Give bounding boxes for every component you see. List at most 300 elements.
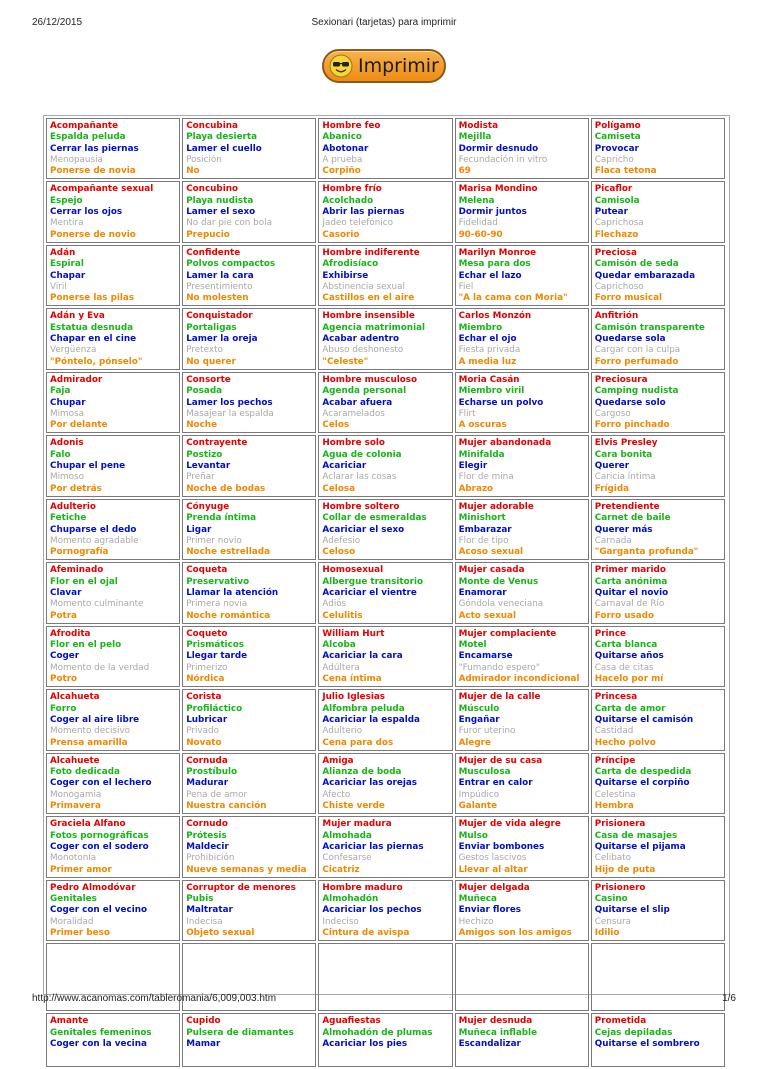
card-row (46, 372, 725, 433)
card-word-2: Camisón transparente (594, 322, 705, 333)
card-word-3: Quedarse solo (594, 397, 666, 408)
card-word-4: Hechizo (458, 916, 494, 927)
card-word-4: Prohibición (186, 853, 235, 864)
card-word-3: Acariciar (322, 461, 367, 472)
card-word-4: Mentira (50, 218, 84, 229)
card-word-3: Chupar el pene (50, 461, 126, 472)
print-footer (32, 993, 736, 1007)
card-word-1: Amante (50, 1016, 89, 1027)
card-word-4: A prueba (322, 154, 363, 165)
card-word-1: Concubino (186, 184, 239, 195)
card-word-2: Motel (458, 640, 487, 651)
word-card (182, 1013, 316, 1067)
word-card (318, 499, 452, 560)
word-card (46, 753, 180, 814)
card-word-4: Flor de mina (458, 472, 514, 483)
card-word-4: Celibato (594, 853, 631, 864)
card-word-3: Acariciar la espalda (322, 714, 420, 725)
word-card (591, 372, 725, 433)
card-word-2: Mesa para dos (458, 259, 531, 270)
card-word-1: Amiga (322, 755, 354, 766)
card-word-2: Postizo (186, 449, 223, 460)
card-word-1: Mujer complaciente (458, 628, 557, 639)
word-card (46, 816, 180, 877)
card-word-1: Aguafiestas (322, 1016, 381, 1027)
card-row (46, 308, 725, 369)
word-card (182, 689, 316, 750)
card-word-5: Acto sexual (458, 610, 516, 621)
card-word-2: Pubis (186, 894, 214, 905)
card-word-4: Menopausia (50, 154, 103, 165)
word-card (182, 435, 316, 496)
card-word-4: Adefesio (322, 535, 361, 546)
card-word-5: Primer beso (50, 928, 110, 938)
card-word-3: Acariciar las piernas (322, 841, 424, 852)
card-word-2: Carnet de baile (594, 513, 671, 524)
card-word-1: Alcahuete (50, 755, 100, 766)
word-card (318, 880, 452, 941)
word-card (455, 689, 589, 750)
card-word-3: Cerrar las piernas (50, 143, 139, 154)
card-grid (44, 116, 727, 1069)
card-word-5: A media luz (458, 356, 517, 367)
card-word-3: Maldecir (186, 841, 229, 852)
card-word-2: Monte de Venus (458, 576, 539, 587)
card-word-5: Noche de bodas (186, 483, 266, 494)
card-word-2: Muñeca (458, 894, 497, 905)
card-word-2: Fotos pornográficas (50, 830, 149, 841)
print-header (32, 17, 736, 31)
card-word-5: Celoso (322, 547, 356, 558)
card-word-5: Idilio (594, 928, 620, 938)
card-word-3: Coger con el sodero (50, 841, 149, 852)
card-word-3: Exhibirse (322, 270, 369, 281)
card-word-4: Caricia íntima (594, 472, 656, 483)
card-word-5: No molesten (186, 293, 249, 304)
card-word-4: Momento de la verdad (50, 662, 150, 673)
word-card (46, 689, 180, 750)
word-card (455, 816, 589, 877)
card-word-5: Ponerse de novia (50, 166, 136, 177)
card-word-3: Abotonar (322, 143, 369, 154)
card-word-1: Primer marido (594, 565, 666, 576)
card-word-2: Agua de colonia (322, 449, 402, 460)
card-word-1: Consorte (186, 374, 231, 385)
card-word-1: Hombre maduro (322, 882, 403, 893)
card-word-1: Adán (50, 247, 76, 258)
card-word-4: Presentimiento (186, 281, 253, 292)
card-word-3: Acariciar los pies (322, 1038, 408, 1049)
card-word-4: Mimosa (50, 408, 84, 419)
card-word-3: Enviar bombones (458, 841, 545, 852)
card-word-2: Carta de despedida (594, 767, 692, 778)
card-word-1: Cónyuge (186, 501, 230, 512)
word-card (591, 245, 725, 306)
document-title: Sexionari (tarjetas) para imprimir (311, 17, 457, 28)
card-word-3: Quitarse el sombrero (594, 1038, 700, 1049)
card-row (46, 880, 725, 941)
card-word-3: Chupar (50, 397, 86, 408)
card-word-2: Profiláctico (186, 703, 243, 714)
card-word-2: Almohadón (322, 894, 379, 905)
word-card (46, 626, 180, 687)
card-word-1: Acompañante (50, 121, 119, 131)
card-word-3: Acariciar los pechos (322, 905, 422, 916)
card-word-2: Melena (458, 195, 495, 206)
card-word-4: Abuso deshonesto (322, 345, 404, 356)
card-word-1: Preciosa (594, 247, 637, 258)
word-card (318, 181, 452, 242)
word-card (455, 880, 589, 941)
card-word-1: Admirador (50, 374, 103, 385)
card-word-5: Ponerse las pilas (50, 293, 135, 304)
card-word-2: Casa de masajes (594, 830, 678, 841)
card-word-3: Quedarse sola (594, 334, 666, 345)
card-word-3: Madurar (186, 778, 229, 789)
word-card (46, 562, 180, 623)
card-word-4: Pretexto (186, 345, 223, 356)
card-word-2: Faja (50, 386, 71, 397)
word-card (455, 562, 589, 623)
smiley-sunglasses-icon (329, 54, 353, 78)
card-word-3: Echarse un polvo (458, 397, 544, 408)
word-card (46, 1013, 180, 1067)
card-word-1: Prisionera (594, 819, 646, 830)
card-word-1: Prisionero (594, 882, 646, 893)
card-word-1: Julio Iglesias (322, 692, 386, 703)
card-word-5: Flaca tetona (594, 166, 657, 177)
card-word-2: Miembro (458, 322, 503, 333)
card-word-3: Acariciar las orejas (322, 778, 418, 789)
card-word-3: Dormir juntos (458, 207, 527, 218)
card-word-2: Minifalda (458, 449, 505, 460)
card-word-1: Hombre soltero (322, 501, 400, 512)
card-row (46, 753, 725, 814)
card-word-5: "Garganta profunda" (594, 547, 699, 558)
card-word-1: Alcahueta (50, 692, 100, 703)
card-row (46, 816, 725, 877)
card-word-4: Viril (50, 281, 67, 292)
card-word-5: Novato (186, 737, 222, 748)
card-row (46, 435, 725, 496)
word-card (591, 880, 725, 941)
card-word-2: Polvos compactos (186, 259, 276, 270)
card-word-4: Confesarse (322, 853, 372, 864)
card-word-1: Corista (186, 692, 222, 703)
card-word-5: Prepucio (186, 229, 230, 240)
word-card (455, 435, 589, 496)
card-word-2: Flor en el pelo (50, 640, 122, 651)
card-word-5: Nuestra canción (186, 801, 267, 812)
card-word-2: Foto dedicada (50, 767, 120, 778)
card-word-2: Prostíbulo (186, 767, 238, 778)
card-word-4: Momento decisivo (50, 726, 131, 737)
card-word-4: Primera novia (186, 599, 248, 610)
card-word-5: Cintura de avispa (322, 928, 410, 938)
card-word-3: Coger con el vecino (50, 905, 148, 916)
card-word-5: "Póntelo, pónselo" (50, 356, 143, 367)
card-word-5: Casorio (322, 229, 360, 240)
word-card (455, 245, 589, 306)
card-word-2: Playa desierta (186, 132, 258, 143)
card-word-4: Momento agradable (50, 535, 139, 546)
card-word-3: Elegir (458, 461, 488, 472)
card-word-4: Carnada (594, 535, 632, 546)
card-word-5: Forro perfumado (594, 356, 679, 367)
card-word-4: Furor uterino (458, 726, 516, 737)
card-row (46, 689, 725, 750)
card-word-5: "A la cama con Moria" (458, 293, 568, 304)
card-word-3: Ligar (186, 524, 212, 535)
word-card (46, 880, 180, 941)
word-card (591, 689, 725, 750)
word-card (591, 435, 725, 496)
card-word-5: Hembra (594, 801, 634, 812)
card-word-4: Abstinencia sexual (322, 281, 405, 292)
card-word-3: Coger (50, 651, 80, 662)
card-word-2: Alianza de boda (322, 767, 402, 778)
card-word-4: Mimoso (50, 472, 84, 483)
card-word-4: Privado (186, 726, 219, 737)
card-word-3: Engañar (458, 714, 500, 725)
word-card (318, 435, 452, 496)
card-word-4: Masajear la espalda (186, 408, 274, 419)
card-word-3: Echar el ojo (458, 334, 517, 345)
card-word-2: Camiseta (594, 132, 641, 143)
card-word-3: Lamer la oreja (186, 334, 258, 345)
card-word-2: Mejilla (458, 132, 492, 143)
card-word-3: Lamer el sexo (186, 207, 256, 218)
card-row (46, 1013, 725, 1067)
word-card (455, 118, 589, 179)
card-word-4: Adiós (322, 599, 347, 610)
card-word-4: Posición (186, 154, 222, 165)
card-word-2: Preservativo (186, 576, 250, 587)
card-word-3: Acabar afuera (322, 397, 393, 408)
word-card (455, 372, 589, 433)
print-button[interactable] (322, 49, 446, 83)
print-button-label: Imprimir (358, 55, 439, 77)
card-word-4: Flor de tipo (458, 535, 509, 546)
card-word-2: Prótesis (186, 830, 227, 841)
card-word-4: Acaramelados (322, 408, 385, 419)
card-word-2: Cara bonita (594, 449, 653, 460)
card-word-3: Quitar el novio (594, 587, 669, 598)
card-word-1: William Hurt (322, 628, 385, 639)
card-word-1: Preciosura (594, 374, 648, 385)
word-card (318, 562, 452, 623)
word-card (182, 753, 316, 814)
card-word-4: Monogamia (50, 789, 102, 800)
card-word-4: Castidad (594, 726, 634, 737)
card-word-3: Quitarse el corpiño (594, 778, 690, 789)
card-word-3: Lamer los pechos (186, 397, 273, 408)
card-word-1: Marisa Mondino (458, 184, 538, 195)
card-word-5: Galante (458, 801, 498, 812)
card-word-5: Forro usado (594, 610, 655, 621)
card-word-1: Príncipe (594, 755, 636, 766)
card-word-4: Indecisa (186, 916, 223, 927)
card-word-4: Adúltera (322, 662, 360, 673)
word-card (455, 499, 589, 560)
card-word-3: Acariciar la cara (322, 651, 403, 662)
word-card (182, 118, 316, 179)
card-word-5: Por detrás (50, 483, 102, 494)
card-word-1: Corruptor de menores (186, 882, 296, 893)
card-word-5: Noche (186, 420, 218, 431)
page-number: 1/6 (722, 993, 736, 1004)
card-word-1: Mujer casada (458, 565, 525, 576)
card-word-4: Carnaval de Río (594, 599, 665, 610)
card-word-2: Genitales femeninos (50, 1027, 152, 1038)
print-date: 26/12/2015 (32, 17, 83, 28)
card-word-1: Moria Casán (458, 374, 520, 385)
word-card (182, 308, 316, 369)
card-word-1: Homosexual (322, 565, 384, 576)
card-row (46, 499, 725, 560)
card-word-5: Chiste verde (322, 801, 385, 812)
card-word-1: Carlos Monzón (458, 311, 532, 322)
card-word-4: Primer novio (186, 535, 242, 546)
word-card (591, 816, 725, 877)
card-word-5: Admirador incondicional (458, 674, 580, 685)
card-word-5: Flechazo (594, 229, 639, 240)
word-card (455, 626, 589, 687)
word-card (182, 181, 316, 242)
card-word-1: Mujer abandonada (458, 438, 552, 449)
card-word-1: Mujer adorable (458, 501, 534, 512)
card-word-3: Cerrar los ojos (50, 207, 123, 218)
card-word-5: Primavera (50, 801, 101, 812)
word-card (318, 689, 452, 750)
card-word-1: Coqueto (186, 628, 228, 639)
card-row (46, 118, 725, 179)
card-word-5: Llevar al altar (458, 864, 528, 875)
card-word-2: Genitales (50, 894, 97, 905)
card-word-5: Frígida (594, 483, 630, 494)
card-word-4: Impúdico (458, 789, 500, 800)
card-word-3: Quitarse el slip (594, 905, 670, 916)
card-word-5: Amigos son los amigos (458, 928, 572, 938)
card-word-4: Adulterio (322, 726, 363, 737)
card-word-2: Alfombra peluda (322, 703, 405, 714)
card-word-5: Potra (50, 610, 77, 621)
word-card (46, 435, 180, 496)
card-word-1: Hombre frío (322, 184, 382, 195)
card-word-2: Cejas depiladas (594, 1027, 673, 1038)
card-word-4: Caprichoso (594, 281, 644, 292)
card-word-3: Putear (594, 207, 628, 218)
card-word-1: Concubina (186, 121, 238, 131)
word-card (591, 118, 725, 179)
card-word-3: Querer (594, 461, 630, 472)
card-word-1: Acompañante sexual (50, 184, 154, 195)
card-word-3: Mamar (186, 1038, 221, 1049)
card-word-5: Nueve semanas y media (186, 864, 307, 875)
card-word-1: Coqueta (186, 565, 228, 576)
card-word-2: Posada (186, 386, 223, 397)
card-word-1: Pedro Almodóvar (50, 882, 136, 893)
card-word-5: Celulitis (322, 610, 363, 621)
card-word-1: Cornudo (186, 819, 228, 830)
card-word-2: Albergue transitorio (322, 576, 424, 587)
word-card (455, 181, 589, 242)
card-word-1: Confidente (186, 247, 241, 258)
card-word-1: Cupido (186, 1016, 221, 1027)
card-word-4: Casa de citas (594, 662, 654, 673)
card-word-4: Indeciso (322, 916, 359, 927)
card-word-1: Adán y Eva (50, 311, 105, 322)
card-word-5: Abrazo (458, 483, 494, 494)
card-word-1: Mujer de su casa (458, 755, 543, 766)
card-word-3: Acariciar el vientre (322, 587, 417, 598)
card-word-3: Quitarse el camisón (594, 714, 694, 725)
card-word-5: Celosa (322, 483, 356, 494)
card-word-1: Mujer madura (322, 819, 392, 830)
card-word-3: Abrir las piernas (322, 207, 405, 218)
word-card (318, 245, 452, 306)
card-word-1: Mujer de vida alegre (458, 819, 561, 830)
card-row (46, 245, 725, 306)
card-word-2: Playa nudista (186, 195, 254, 206)
word-card (182, 880, 316, 941)
card-word-2: Espalda peluda (50, 132, 126, 143)
card-word-3: Encamarse (458, 651, 513, 662)
card-row (46, 562, 725, 623)
card-word-3: Coger al aire libre (50, 714, 140, 725)
card-word-3: Dormir desnudo (458, 143, 539, 154)
card-word-4: Aclarar las cosas (322, 472, 397, 483)
card-word-5: Ponerse de novio (50, 229, 136, 240)
word-card (46, 118, 180, 179)
card-word-4: Flirt (458, 408, 476, 419)
card-word-2: Miembro viril (458, 386, 525, 397)
card-word-4: Góndola veneciana (458, 599, 544, 610)
card-word-1: Hombre feo (322, 121, 381, 131)
card-word-4: Momento culminante (50, 599, 144, 610)
word-card (318, 753, 452, 814)
card-word-4: Cargar con la culpa (594, 345, 681, 356)
word-card (182, 245, 316, 306)
card-word-5: Acoso sexual (458, 547, 524, 558)
card-row (46, 626, 725, 687)
card-word-2: Músculo (458, 703, 500, 714)
word-card (455, 1013, 589, 1067)
card-word-5: Hijo de puta (594, 864, 656, 875)
card-word-4: Cargoso (594, 408, 631, 419)
card-word-4: Preñar (186, 472, 215, 483)
card-word-5: Alegre (458, 737, 491, 748)
card-word-1: Princesa (594, 692, 638, 703)
page-url: http://www.acanomas.com/tableromania/6,009,003.htm (32, 993, 277, 1004)
card-word-4: Caprichosa (594, 218, 644, 229)
card-word-3: Acabar adentro (322, 334, 400, 345)
card-word-1: Anfitrión (594, 311, 639, 322)
word-card (591, 499, 725, 560)
word-card (455, 753, 589, 814)
card-word-2: Estatua desnuda (50, 322, 134, 333)
card-word-5: Corpiño (322, 166, 361, 177)
card-word-2: Pulsera de diamantes (186, 1027, 294, 1038)
card-word-2: Musculosa (458, 767, 511, 778)
card-word-2: Fetiche (50, 513, 87, 524)
word-card (182, 562, 316, 623)
card-word-3: Quitarse años (594, 651, 664, 662)
word-card (318, 1013, 452, 1067)
word-card (182, 816, 316, 877)
card-word-2: Alcoba (322, 640, 356, 651)
card-word-2: Camisón de seda (594, 259, 679, 270)
